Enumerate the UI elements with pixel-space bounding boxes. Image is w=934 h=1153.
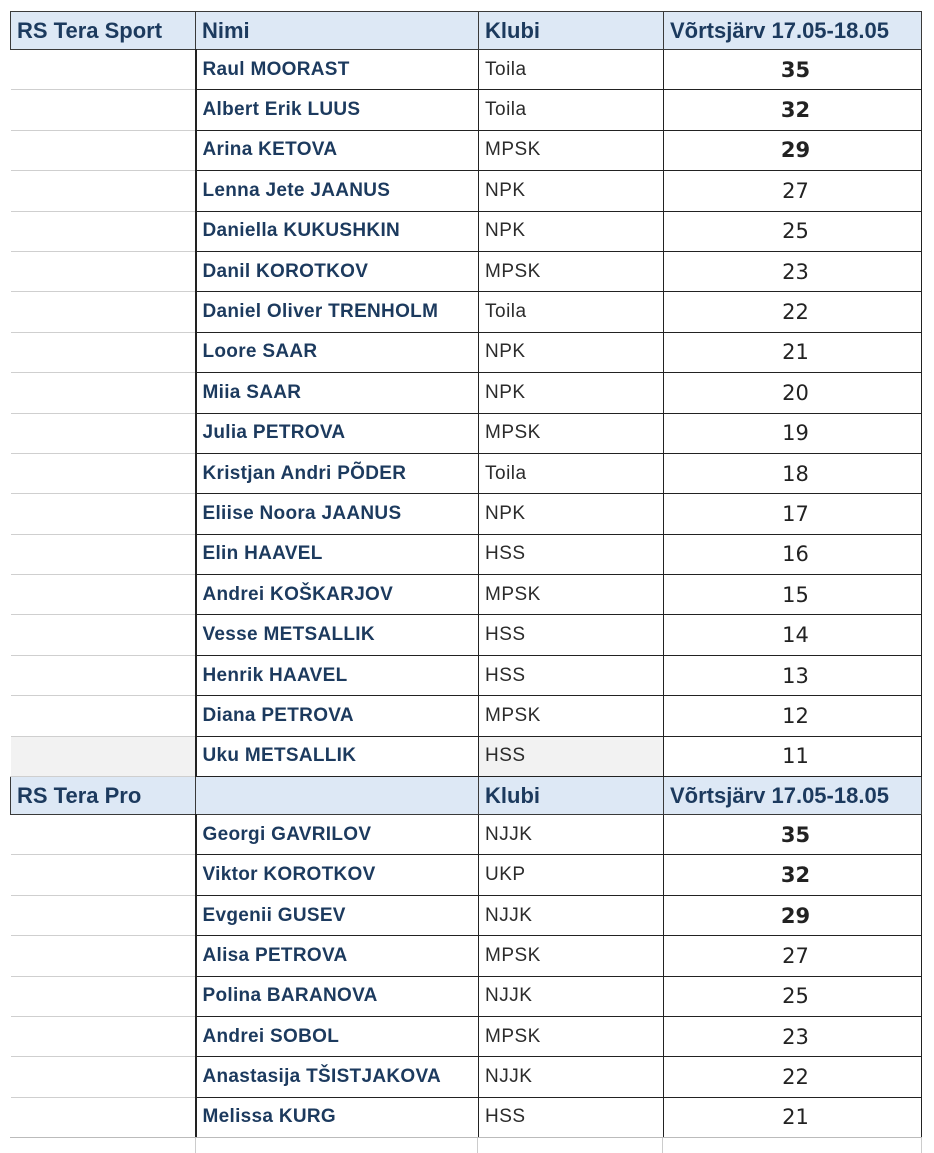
club-cell[interactable]: HSS xyxy=(479,655,664,695)
club-cell[interactable]: NJJK xyxy=(479,976,664,1016)
table-row xyxy=(11,895,922,935)
table-row xyxy=(11,815,922,855)
club-cell[interactable]: Toila xyxy=(479,50,664,90)
table-row xyxy=(11,292,922,332)
table-row xyxy=(11,211,922,251)
athlete-name-cell[interactable]: Raul MOORAST xyxy=(196,50,479,90)
category-cell[interactable] xyxy=(11,50,196,90)
athlete-name-cell[interactable]: Uku METSALLIK xyxy=(196,736,479,776)
section-header-row xyxy=(11,12,922,50)
category-cell[interactable] xyxy=(11,534,196,574)
club-cell[interactable]: NJJK xyxy=(479,1057,664,1097)
table-row xyxy=(11,1097,922,1137)
club-cell[interactable]: MPSK xyxy=(479,130,664,170)
table-row xyxy=(11,171,922,211)
table-row xyxy=(11,615,922,655)
score-cell[interactable]: 11 xyxy=(664,736,922,776)
club-cell[interactable]: Toila xyxy=(479,453,664,493)
club-cell[interactable]: MPSK xyxy=(479,1016,664,1056)
athlete-name-cell[interactable]: Arina KETOVA xyxy=(196,130,479,170)
athlete-name-cell[interactable]: Daniella KUKUSHKIN xyxy=(196,211,479,251)
table-row xyxy=(11,575,922,615)
table-row xyxy=(11,855,922,895)
athlete-name-cell[interactable]: Kristjan Andri PÕDER xyxy=(196,453,479,493)
club-cell[interactable]: Toila xyxy=(479,292,664,332)
club-cell[interactable]: HSS xyxy=(479,736,664,776)
club-cell[interactable]: NJJK xyxy=(479,815,664,855)
score-column-header[interactable]: Võrtsjärv 17.05-18.05 xyxy=(664,777,922,815)
athlete-name-cell[interactable]: Miia SAAR xyxy=(196,373,479,413)
club-cell[interactable]: NPK xyxy=(479,171,664,211)
category-cell[interactable] xyxy=(11,413,196,453)
club-cell[interactable]: NPK xyxy=(479,211,664,251)
table-row xyxy=(11,373,922,413)
category-cell[interactable] xyxy=(11,1097,196,1137)
athlete-name-cell[interactable]: Lenna Jete JAANUS xyxy=(196,171,479,211)
athlete-name-cell[interactable]: Evgenii GUSEV xyxy=(196,895,479,935)
section-header-row xyxy=(11,777,922,815)
table-row xyxy=(11,534,922,574)
score-cell[interactable]: 32 xyxy=(664,90,922,130)
category-title[interactable]: RS Tera Pro xyxy=(11,777,196,815)
club-cell[interactable]: UKP xyxy=(479,855,664,895)
table-row xyxy=(11,1057,922,1097)
score-cell[interactable]: 22 xyxy=(664,292,922,332)
athlete-name-cell[interactable]: Elin HAAVEL xyxy=(196,534,479,574)
score-cell[interactable]: 21 xyxy=(664,1097,922,1137)
score-cell[interactable]: 22 xyxy=(664,1057,922,1097)
club-cell[interactable]: HSS xyxy=(479,534,664,574)
category-cell[interactable] xyxy=(11,292,196,332)
athlete-name-cell[interactable]: Polina BARANOVA xyxy=(196,976,479,1016)
category-cell[interactable] xyxy=(11,855,196,895)
category-cell[interactable] xyxy=(11,1057,196,1097)
category-cell[interactable] xyxy=(11,211,196,251)
score-cell[interactable]: 14 xyxy=(664,615,922,655)
table-row xyxy=(11,655,922,695)
table-row xyxy=(11,453,922,493)
table-row xyxy=(11,413,922,453)
table-row xyxy=(11,696,922,736)
score-cell[interactable]: 23 xyxy=(664,251,922,291)
category-cell[interactable] xyxy=(11,1016,196,1056)
grid-line xyxy=(477,1138,478,1153)
table-row xyxy=(11,90,922,130)
club-cell[interactable]: HSS xyxy=(479,615,664,655)
athlete-name-cell[interactable]: Georgi GAVRILOV xyxy=(196,815,479,855)
results-table-body xyxy=(11,12,922,1138)
table-row xyxy=(11,976,922,1016)
score-cell[interactable]: 17 xyxy=(664,494,922,534)
club-cell[interactable]: NPK xyxy=(479,332,664,372)
table-row xyxy=(11,936,922,976)
category-cell[interactable] xyxy=(11,976,196,1016)
category-cell[interactable] xyxy=(11,130,196,170)
category-title[interactable]: RS Tera Sport xyxy=(11,12,196,50)
athlete-name-cell[interactable]: Alisa PETROVA xyxy=(196,936,479,976)
category-cell[interactable] xyxy=(11,736,196,776)
grid-line xyxy=(921,1138,922,1153)
score-cell[interactable]: 21 xyxy=(664,332,922,372)
athlete-name-cell[interactable]: Henrik HAAVEL xyxy=(196,655,479,695)
table-row xyxy=(11,251,922,291)
club-cell[interactable]: NPK xyxy=(479,494,664,534)
name-column-header[interactable]: Nimi xyxy=(196,12,479,50)
athlete-name-cell[interactable]: Julia PETROVA xyxy=(196,413,479,453)
category-cell[interactable] xyxy=(11,895,196,935)
results-table xyxy=(10,11,922,1138)
athlete-name-cell[interactable]: Diana PETROVA xyxy=(196,696,479,736)
grid-line xyxy=(195,1138,196,1153)
athlete-name-cell[interactable]: Loore SAAR xyxy=(196,332,479,372)
club-cell[interactable]: MPSK xyxy=(479,575,664,615)
category-cell[interactable] xyxy=(11,655,196,695)
category-cell[interactable] xyxy=(11,373,196,413)
athlete-name-cell[interactable]: Melissa KURG xyxy=(196,1097,479,1137)
score-cell[interactable]: 20 xyxy=(664,373,922,413)
club-cell[interactable]: NJJK xyxy=(479,895,664,935)
category-cell[interactable] xyxy=(11,494,196,534)
table-row xyxy=(11,332,922,372)
club-cell[interactable]: MPSK xyxy=(479,413,664,453)
score-cell[interactable]: 18 xyxy=(664,453,922,493)
next-row-edge xyxy=(10,1137,922,1153)
athlete-name-cell[interactable]: Andrei KOŠKARJOV xyxy=(196,575,479,615)
athlete-name-cell[interactable]: Danil KOROTKOV xyxy=(196,251,479,291)
category-cell[interactable] xyxy=(11,936,196,976)
category-cell[interactable] xyxy=(11,615,196,655)
score-cell[interactable]: 25 xyxy=(664,211,922,251)
grid-line xyxy=(662,1138,663,1153)
name-column-header[interactable] xyxy=(196,777,479,815)
athlete-name-cell[interactable]: Anastasija TŠISTJAKOVA xyxy=(196,1057,479,1097)
athlete-name-cell[interactable]: Eliise Noora JAANUS xyxy=(196,494,479,534)
category-cell[interactable] xyxy=(11,453,196,493)
athlete-name-cell[interactable]: Andrei SOBOL xyxy=(196,1016,479,1056)
score-cell[interactable]: 15 xyxy=(664,575,922,615)
club-cell[interactable]: MPSK xyxy=(479,936,664,976)
category-cell[interactable] xyxy=(11,251,196,291)
score-cell[interactable]: 13 xyxy=(664,655,922,695)
table-row xyxy=(11,1016,922,1056)
table-row xyxy=(11,50,922,90)
club-column-header[interactable]: Klubi xyxy=(479,777,664,815)
score-cell[interactable]: 27 xyxy=(664,171,922,211)
score-cell[interactable]: 19 xyxy=(664,413,922,453)
score-cell[interactable]: 32 xyxy=(664,855,922,895)
category-cell[interactable] xyxy=(11,696,196,736)
category-cell[interactable] xyxy=(11,171,196,211)
table-row xyxy=(11,736,922,776)
score-cell[interactable]: 25 xyxy=(664,976,922,1016)
category-cell[interactable] xyxy=(11,90,196,130)
table-row xyxy=(11,130,922,170)
athlete-name-cell[interactable]: Vesse METSALLIK xyxy=(196,615,479,655)
club-cell[interactable]: NPK xyxy=(479,373,664,413)
athlete-name-cell[interactable]: Daniel Oliver TRENHOLM xyxy=(196,292,479,332)
score-cell[interactable]: 35 xyxy=(664,815,922,855)
score-cell[interactable]: 27 xyxy=(664,936,922,976)
club-cell[interactable]: MPSK xyxy=(479,251,664,291)
category-cell[interactable] xyxy=(11,575,196,615)
category-cell[interactable] xyxy=(11,815,196,855)
score-cell[interactable]: 16 xyxy=(664,534,922,574)
score-column-header[interactable]: Võrtsjärv 17.05-18.05 xyxy=(664,12,922,50)
score-cell[interactable]: 35 xyxy=(664,50,922,90)
club-cell[interactable]: Toila xyxy=(479,90,664,130)
score-cell[interactable]: 23 xyxy=(664,1016,922,1056)
score-cell[interactable]: 12 xyxy=(664,696,922,736)
club-cell[interactable]: MPSK xyxy=(479,696,664,736)
athlete-name-cell[interactable]: Viktor KOROTKOV xyxy=(196,855,479,895)
score-cell[interactable]: 29 xyxy=(664,895,922,935)
score-cell[interactable]: 29 xyxy=(664,130,922,170)
category-cell[interactable] xyxy=(11,332,196,372)
athlete-name-cell[interactable]: Albert Erik LUUS xyxy=(196,90,479,130)
table-row xyxy=(11,494,922,534)
club-column-header[interactable]: Klubi xyxy=(479,12,664,50)
club-cell[interactable]: HSS xyxy=(479,1097,664,1137)
